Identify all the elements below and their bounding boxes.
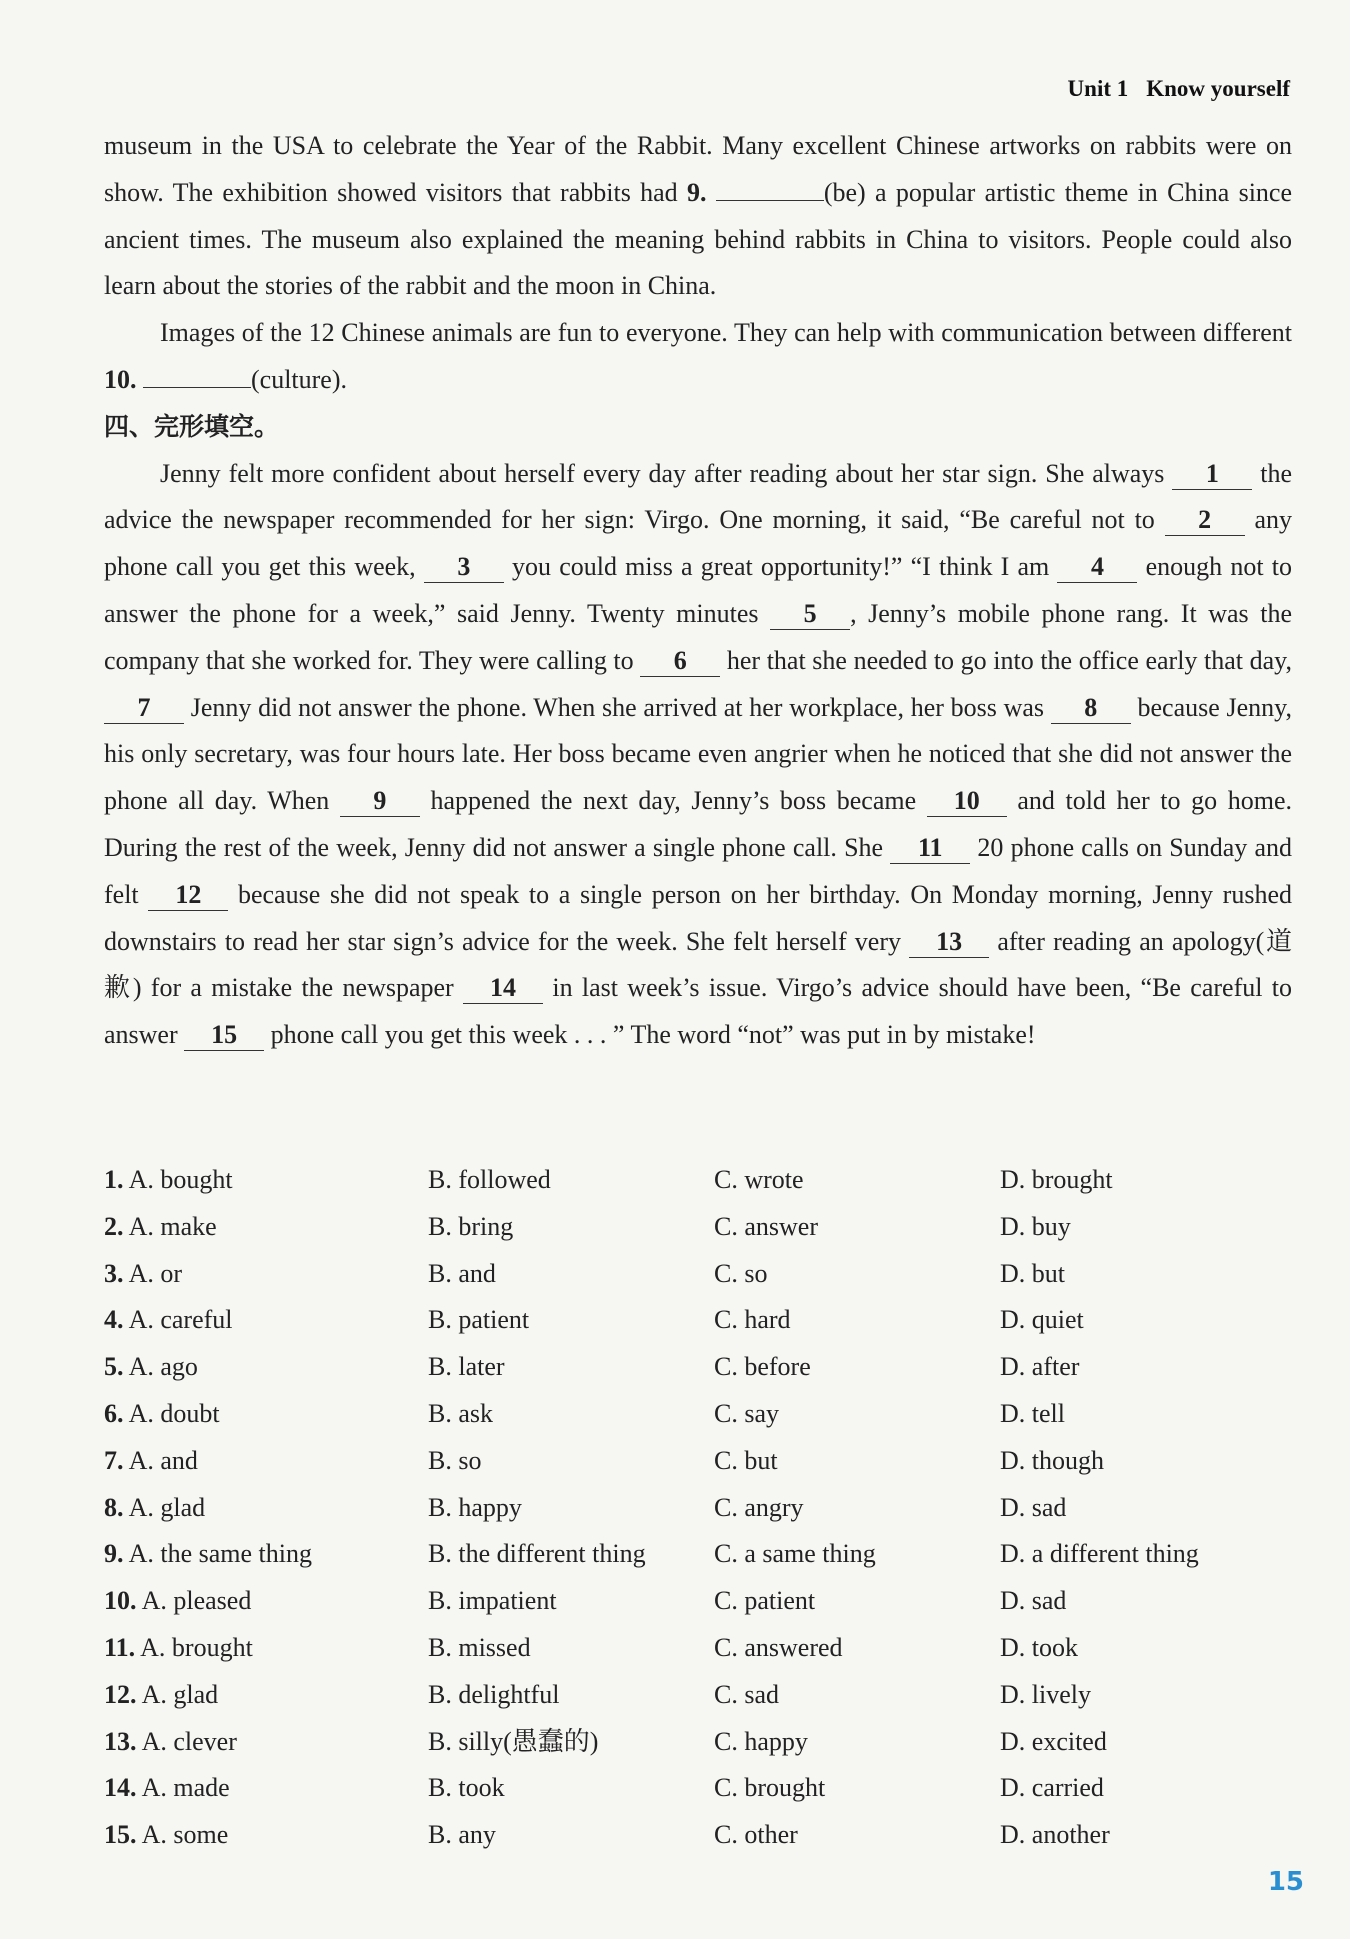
- option-a[interactable]: [104, 1204, 217, 1251]
- question-number: 13.: [104, 1726, 137, 1756]
- cloze-passage: [104, 451, 1292, 1059]
- option-text: A. glad: [141, 1679, 219, 1709]
- passage-paragraph-2: [104, 310, 1292, 404]
- option-a[interactable]: [104, 1438, 198, 1485]
- option-a[interactable]: [104, 1297, 233, 1344]
- cloze-blank[interactable]: 2: [1165, 505, 1245, 536]
- option-b[interactable]: B. happy: [428, 1492, 522, 1522]
- option-row: [104, 1157, 1294, 1204]
- passage-text: Images of the 12 Chinese animals are fun to everyone. They can help with communication between different: [160, 318, 1292, 348]
- question-number: 9.: [104, 1539, 124, 1569]
- cloze-blank[interactable]: 6: [640, 646, 720, 677]
- option-row: [104, 1719, 1294, 1766]
- option-d[interactable]: D. but: [1000, 1258, 1065, 1288]
- question-number: 14.: [104, 1773, 137, 1803]
- page-number: 15: [1267, 1867, 1304, 1897]
- option-a[interactable]: [104, 1251, 182, 1298]
- option-b[interactable]: B. delightful: [428, 1679, 560, 1709]
- option-row: [104, 1765, 1294, 1812]
- option-text: A. the same thing: [128, 1539, 312, 1569]
- cloze-blank[interactable]: 3: [424, 552, 504, 583]
- cloze-text: in last week’s issue. Virgo’s advice should have been, “Be careful to answer: [104, 973, 1292, 1050]
- passage-paragraph-1: [104, 123, 1292, 310]
- option-a[interactable]: [104, 1719, 237, 1766]
- option-row: [104, 1391, 1294, 1438]
- cloze-text: 20 phone calls on Sunday and felt: [104, 832, 1292, 909]
- cloze-text: phone call you get this week . . . ” The word “not” was put in by mistake!: [264, 1020, 1036, 1050]
- word-hint: (be): [823, 177, 866, 207]
- option-b[interactable]: B. any: [428, 1820, 496, 1850]
- option-d[interactable]: D. sad: [1000, 1492, 1067, 1522]
- option-c[interactable]: C. sad: [714, 1679, 779, 1709]
- option-text: A. make: [128, 1211, 217, 1241]
- option-text: A. made: [141, 1773, 230, 1803]
- option-row: [104, 1438, 1294, 1485]
- option-d[interactable]: D. excited: [1000, 1726, 1107, 1756]
- option-c[interactable]: C. say: [714, 1398, 779, 1428]
- option-d[interactable]: D. though: [1000, 1445, 1104, 1475]
- unit-title: Know yourself: [1146, 76, 1290, 101]
- option-a[interactable]: [104, 1157, 233, 1204]
- option-c[interactable]: C. answer: [714, 1211, 818, 1241]
- option-row: [104, 1672, 1294, 1719]
- option-d[interactable]: D. quiet: [1000, 1305, 1084, 1335]
- option-a[interactable]: [104, 1344, 198, 1391]
- option-b[interactable]: B. ask: [428, 1398, 493, 1428]
- option-d[interactable]: D. tell: [1000, 1398, 1065, 1428]
- fill-in-blank[interactable]: [143, 387, 251, 388]
- option-c[interactable]: C. so: [714, 1258, 768, 1288]
- section-title: 四、完形填空。: [104, 411, 280, 441]
- option-b[interactable]: B. later: [428, 1352, 505, 1382]
- option-row: [104, 1812, 1294, 1859]
- option-c[interactable]: C. angry: [714, 1492, 804, 1522]
- option-c[interactable]: C. but: [714, 1445, 778, 1475]
- option-text: A. clever: [141, 1726, 237, 1756]
- option-d[interactable]: D. lively: [1000, 1679, 1091, 1709]
- question-number: 9.: [687, 177, 707, 207]
- option-text: A. ago: [128, 1352, 198, 1382]
- question-number: 12.: [104, 1679, 137, 1709]
- option-b[interactable]: B. took: [428, 1773, 505, 1803]
- option-row: [104, 1204, 1294, 1251]
- option-row: [104, 1625, 1294, 1672]
- question-number: 15.: [104, 1820, 137, 1850]
- option-c[interactable]: C. before: [714, 1352, 811, 1382]
- option-text: A. and: [128, 1445, 198, 1475]
- cloze-blank[interactable]: 5: [770, 599, 850, 630]
- cloze-text: Jenny did not answer the phone. When she arrived at her workplace, her boss was: [184, 692, 1051, 722]
- option-d[interactable]: D. took: [1000, 1632, 1078, 1662]
- option-b[interactable]: B. so: [428, 1445, 482, 1475]
- option-a[interactable]: [104, 1625, 253, 1672]
- option-a[interactable]: [104, 1391, 220, 1438]
- option-d[interactable]: D. another: [1000, 1820, 1110, 1850]
- option-text: A. glad: [128, 1492, 206, 1522]
- option-text: A. doubt: [128, 1398, 220, 1428]
- option-c[interactable]: C. hard: [714, 1305, 791, 1335]
- cloze-blank[interactable]: 12: [148, 880, 228, 911]
- answer-options: [104, 1157, 1294, 1859]
- cloze-text: any phone call you get this week,: [104, 505, 1292, 582]
- question-number: 8.: [104, 1492, 124, 1522]
- option-b[interactable]: B. and: [428, 1258, 496, 1288]
- option-d[interactable]: D. carried: [1000, 1773, 1104, 1803]
- cloze-blank[interactable]: 9: [340, 786, 420, 817]
- cloze-blank[interactable]: 11: [890, 833, 970, 864]
- question-number: 4.: [104, 1305, 124, 1335]
- page-body: [104, 123, 1292, 1059]
- question-number: 3.: [104, 1258, 124, 1288]
- cloze-text: Jenny felt more confident about herself every day after reading about her star sign. She always: [160, 458, 1173, 488]
- question-number: 7.: [104, 1445, 124, 1475]
- option-a[interactable]: [104, 1578, 251, 1625]
- option-a[interactable]: [104, 1812, 228, 1859]
- question-number: 6.: [104, 1398, 124, 1428]
- question-number: 10.: [104, 1586, 137, 1616]
- option-c[interactable]: C. a same thing: [714, 1539, 876, 1569]
- question-number: 10.: [104, 364, 137, 394]
- cloze-blank[interactable]: 10: [927, 786, 1007, 817]
- option-b[interactable]: B. impatient: [428, 1586, 557, 1616]
- cloze-blank[interactable]: 1: [1172, 459, 1252, 490]
- option-c[interactable]: C. answered: [714, 1632, 843, 1662]
- unit-label: Unit 1: [1067, 76, 1129, 101]
- option-text: A. or: [128, 1258, 183, 1288]
- option-row: [104, 1344, 1294, 1391]
- option-b[interactable]: B. missed: [428, 1632, 531, 1662]
- option-c[interactable]: C. wrote: [714, 1165, 804, 1194]
- fill-in-blank[interactable]: [716, 200, 824, 201]
- option-b[interactable]: B. the different thing: [428, 1539, 646, 1569]
- cloze-blank[interactable]: 14: [463, 973, 543, 1004]
- cloze-blank[interactable]: 13: [909, 927, 989, 958]
- option-d[interactable]: D. a different thing: [1000, 1539, 1199, 1569]
- cloze-text: you could miss a great opportunity!” “I think I am: [503, 552, 1058, 582]
- option-text: A. pleased: [141, 1586, 252, 1616]
- cloze-text: the advice the newspaper recommended for her sign: Virgo. One morning, it said, “Be careful not to: [104, 458, 1292, 535]
- option-d[interactable]: D. brought: [1000, 1165, 1113, 1194]
- cloze-blank[interactable]: 4: [1057, 552, 1137, 583]
- option-text: A. some: [141, 1820, 229, 1850]
- word-hint: (culture).: [251, 364, 348, 394]
- option-a[interactable]: [104, 1672, 218, 1719]
- cloze-blank[interactable]: 8: [1051, 693, 1131, 724]
- cloze-text: because Jenny, his only secretary, was four hours late. Her boss became even angrier when he noticed that she did not answer the phone all day. When: [104, 692, 1292, 816]
- option-b[interactable]: B. followed: [428, 1165, 551, 1194]
- cloze-text: , Jenny’s mobile phone rang. It was the company that she worked for. They were calling to: [104, 598, 1292, 675]
- cloze-text: after reading an apology(道歉) for a mistake the newspaper: [104, 926, 1293, 1003]
- option-row: [104, 1297, 1294, 1344]
- passage-text: a popular artistic theme in China since ancient times. The museum also explained the meaning behind rabbits in China to visitors. People could also learn about the stories of the rabbit and the moon in China.: [104, 177, 1292, 301]
- option-a[interactable]: [104, 1531, 312, 1578]
- option-text: A. brought: [140, 1632, 253, 1662]
- option-row: [104, 1531, 1294, 1578]
- cloze-text: because she did not speak to a single person on her birthday. On Monday morning, Jenny rushed downstairs to read her star sign’s advice for the week. She felt herself very: [104, 879, 1292, 956]
- option-d[interactable]: D. sad: [1000, 1586, 1067, 1616]
- option-b[interactable]: B. bring: [428, 1211, 514, 1241]
- cloze-text: enough not to answer the phone for a week,” said Jenny. Twenty minutes: [104, 552, 1292, 628]
- question-number: 11.: [104, 1632, 136, 1662]
- option-text: A. bought: [128, 1165, 233, 1194]
- option-row: [104, 1578, 1294, 1625]
- passage-text: museum in the USA to celebrate the Year of the Rabbit. Many excellent Chinese artworks on rabbits were on show. The exhibition showed visitors that rabbits had: [104, 131, 1292, 207]
- option-a[interactable]: [104, 1485, 205, 1532]
- page-header: [1068, 76, 1290, 102]
- cloze-text: and told her to go home. During the rest of the week, Jenny did not answer a single phone call. She: [104, 786, 1292, 862]
- question-number: 2.: [104, 1211, 124, 1241]
- option-c[interactable]: C. other: [714, 1820, 798, 1850]
- option-d[interactable]: D. after: [1000, 1352, 1080, 1382]
- option-c[interactable]: C. happy: [714, 1726, 808, 1756]
- cloze-blank[interactable]: 7: [104, 693, 184, 724]
- option-b[interactable]: B. silly(愚蠢的): [428, 1726, 599, 1756]
- option-a[interactable]: [104, 1765, 230, 1812]
- option-d[interactable]: D. buy: [1000, 1211, 1071, 1241]
- question-number: 5.: [104, 1352, 124, 1382]
- option-b[interactable]: B. patient: [428, 1305, 530, 1335]
- option-c[interactable]: C. patient: [714, 1586, 816, 1616]
- question-number: 1.: [104, 1165, 124, 1194]
- option-row: [104, 1251, 1294, 1298]
- option-row: [104, 1485, 1294, 1532]
- cloze-blank[interactable]: 15: [184, 1020, 264, 1051]
- option-c[interactable]: C. brought: [714, 1773, 826, 1803]
- option-text: A. careful: [128, 1305, 233, 1335]
- cloze-text: happened the next day, Jenny’s boss became: [419, 786, 927, 816]
- cloze-text: her that she needed to go into the office early that day,: [720, 645, 1292, 675]
